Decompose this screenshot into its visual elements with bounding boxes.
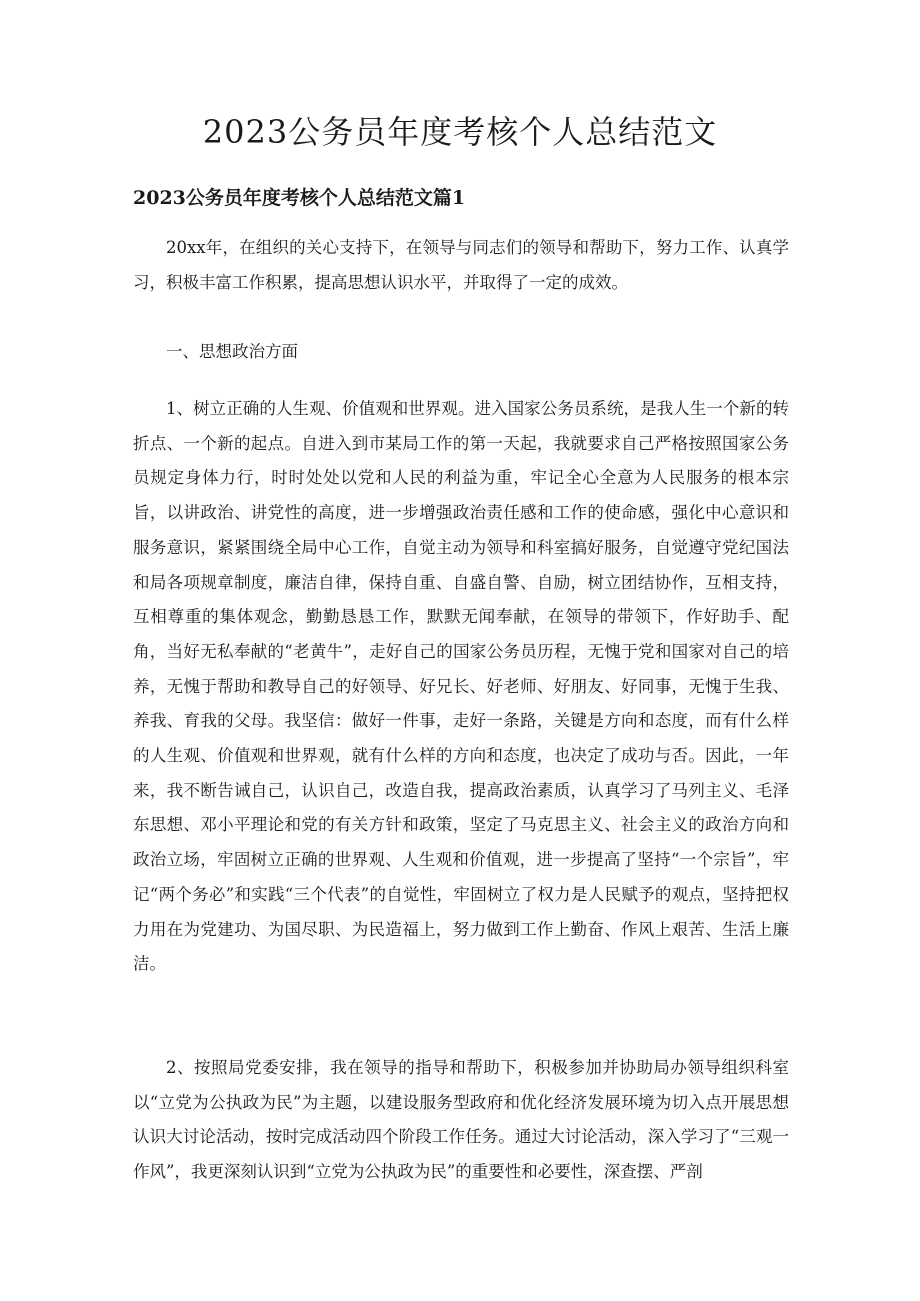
section-subtitle: 2023公务员年度考核个人总结范文篇1 xyxy=(133,187,466,209)
section-heading-politics: 一、思想政治方面 xyxy=(166,342,298,361)
intro-paragraph: 20xx年，在组织的关心支持下，在领导与同志们的领导和帮助下，努力工作、认真学习，积极丰富工作积累，提高思想认识水平，并取得了一定的成效。 xyxy=(133,238,789,292)
item-paragraph-2: 2、按照局党委安排，我在领导的指导和帮助下，积极参加并协助局办领导组织科室以“立党为公执政为民”为主题，以建设服务型政府和优化经济发展环境为切入点开展思想认识大讨论活动，按时完成活动四个阶段工作任务。通过大讨论活动，深入学习了“三观一作风”，我更深刻认识到“立党为公执政为民”的重要性和必要性，深查摆、严剖 xyxy=(133,1058,789,1182)
document-title: 2023公务员年度考核个人总结范文 xyxy=(202,113,718,151)
item-paragraph-1: 1、树立正确的人生观、价值观和世界观。进入国家公务员系统，是我人生一个新的转折点、一个新的起点。自进入到市某局工作的第一天起，我就要求自己严格按照国家公务员规定身体力行，时时处处以党和人民的利益为重，牢记全心全意为人民服务的根本宗旨，以讲政治、讲党性的高度，进一步增强政治责任感和工作的使命感，强化中心意识和服务意识，紧紧围绕全局中心工作，自觉主动为领导和科室搞好服务，自觉遵守党纪国法和局各项规章制度，廉洁自律，保持自重、自盛自警、自励，树立团结协作，互相支持，互相尊重的集体观念，勤勤恳恳工作，默默无闻奉献，在领导的带领下，作好助手、配角，当好无私奉献的“老黄牛”，走好自己的国家公务员历程，无愧于党和国家对自己的培养，无愧于帮助和教导自己的好领导、好兄长、好老师、好朋友、好同事，无愧于生我、养我、育我的父母。我坚信：做好一件事，走好一条路，关键是方向和态度，而有什么样的人生观、价值观和世界观，就有什么样的方向和态度，也决定了成功与否。因此，一年来，我不断告诫自己，认识自己，改造自我，提高政治素质，认真学习了马列主义、毛泽东思想、邓小平理论和党的有关方针和政策，坚定了马克思主义、社会主义的政治方向和政治立场，牢固树立正确的世界观、人生观和价值观，进一步提高了坚持“一个宗旨”，牢记“两个务必”和实践“三个代表”的自觉性，牢固树立了权力是人民赋予的观点，坚持把权力用在为党建功、为国尽职、为民造福上，努力做到工作上勤奋、作风上艰苦、生活上廉洁。 xyxy=(133,399,789,974)
